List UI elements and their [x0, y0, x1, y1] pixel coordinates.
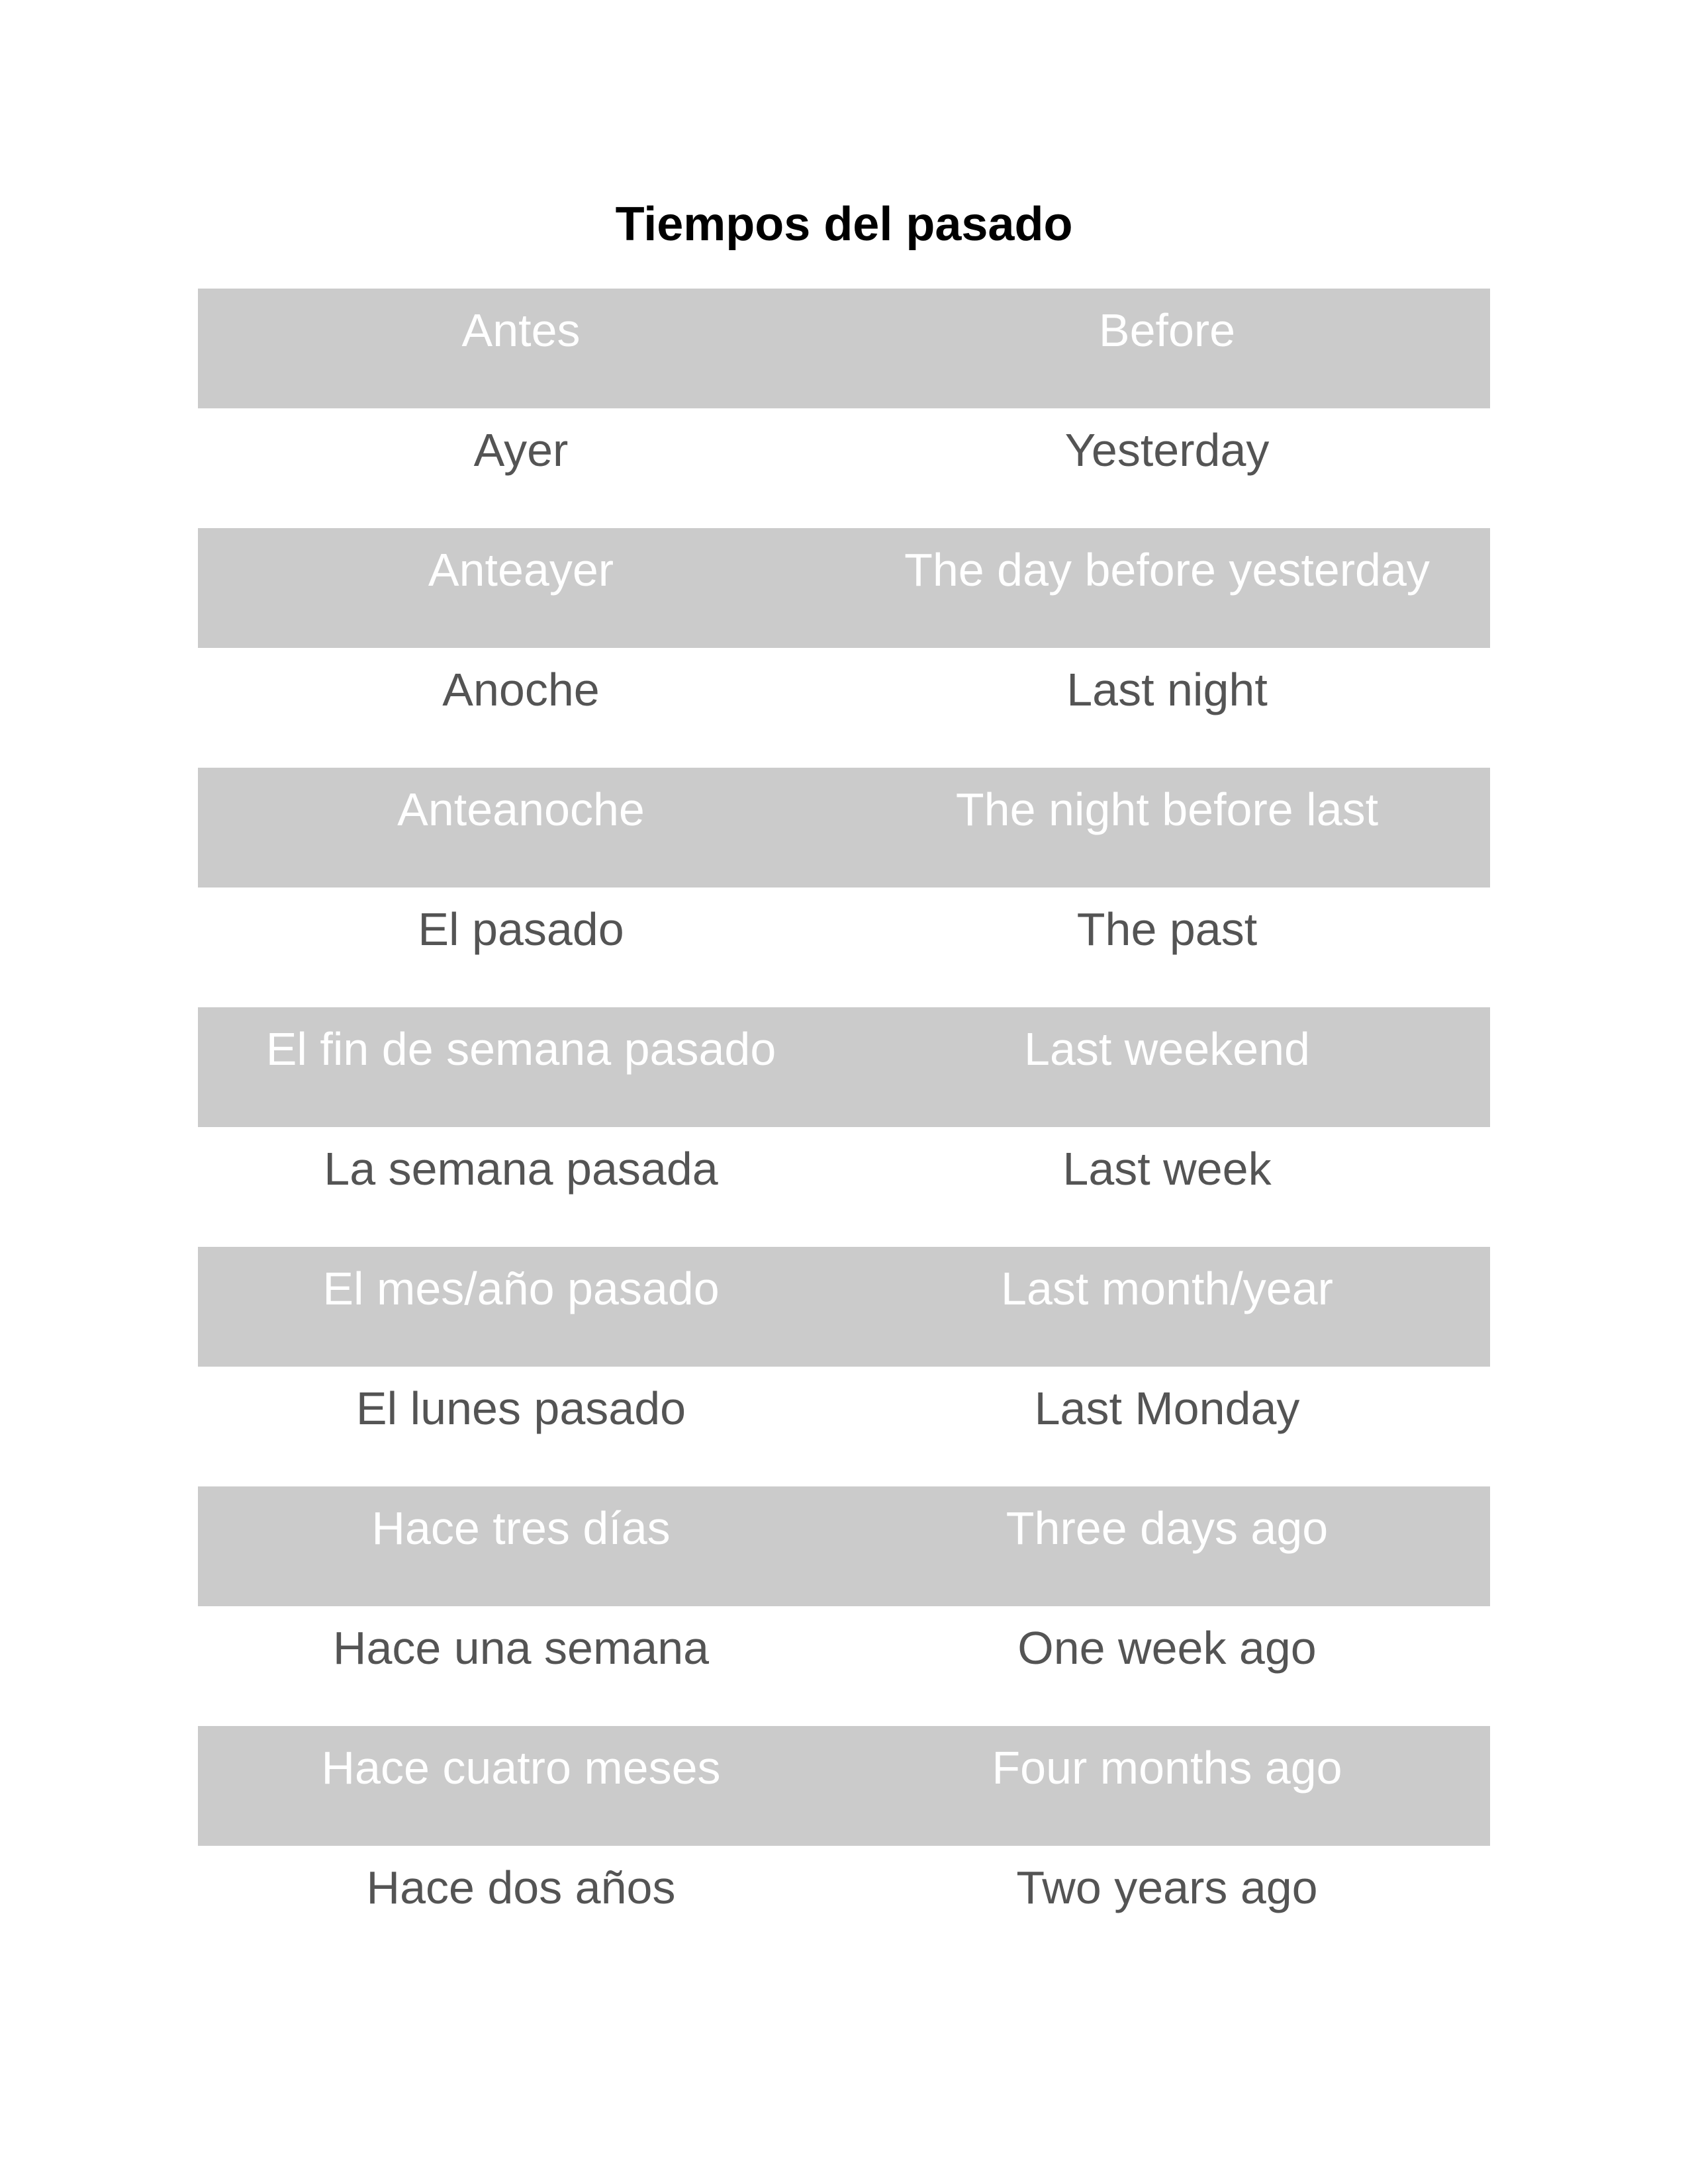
- spanish-cell: Antes: [461, 304, 581, 356]
- english-cell: Last week: [1062, 1143, 1272, 1195]
- spanish-cell: Hace cuatro meses: [321, 1742, 721, 1794]
- table-row: [198, 1007, 1490, 1127]
- spanish-cell: Hace tres días: [371, 1502, 671, 1554]
- english-cell: Last Monday: [1034, 1383, 1300, 1434]
- table-row: [198, 1247, 1490, 1367]
- table-row: [198, 1606, 1490, 1726]
- table-row: [198, 768, 1490, 887]
- page-title: Tiempos del pasado: [615, 198, 1073, 251]
- spanish-cell: El mes/año pasado: [322, 1263, 720, 1314]
- english-cell: Before: [1098, 304, 1236, 356]
- vocab-table: [198, 289, 1490, 1966]
- table-row: [198, 1486, 1490, 1606]
- table-row: [198, 1127, 1490, 1247]
- english-cell: Last night: [1066, 664, 1268, 715]
- table-row: [198, 528, 1490, 648]
- table-row: [198, 1726, 1490, 1846]
- english-cell: One week ago: [1017, 1622, 1317, 1674]
- english-cell: Last weekend: [1024, 1023, 1310, 1075]
- english-cell: Two years ago: [1016, 1862, 1318, 1913]
- english-cell: The past: [1076, 903, 1258, 955]
- spanish-cell: Anteayer: [428, 544, 614, 596]
- spanish-cell: Hace dos años: [366, 1862, 676, 1913]
- table-row: [198, 648, 1490, 768]
- english-cell: Three days ago: [1006, 1502, 1329, 1554]
- spanish-cell: Anoche: [442, 664, 600, 715]
- table-row: [198, 887, 1490, 1007]
- spanish-cell: El lunes pasado: [355, 1383, 686, 1434]
- spanish-cell: El pasado: [418, 903, 624, 955]
- english-cell: The day before yesterday: [904, 544, 1430, 596]
- english-cell: Four months ago: [992, 1742, 1342, 1794]
- spanish-cell: El fin de semana pasado: [265, 1023, 776, 1075]
- english-cell: The night before last: [955, 784, 1379, 835]
- spanish-cell: Anteanoche: [397, 784, 645, 835]
- spanish-cell: Hace una semana: [332, 1622, 710, 1674]
- spanish-cell: La semana pasada: [324, 1143, 718, 1195]
- english-cell: Yesterday: [1064, 424, 1270, 476]
- table-row: [198, 1367, 1490, 1486]
- english-cell: Last month/year: [1001, 1263, 1333, 1314]
- table-row: [198, 289, 1490, 408]
- table-row: [198, 408, 1490, 528]
- spanish-cell: Ayer: [473, 424, 569, 476]
- table-row: [198, 1846, 1490, 1966]
